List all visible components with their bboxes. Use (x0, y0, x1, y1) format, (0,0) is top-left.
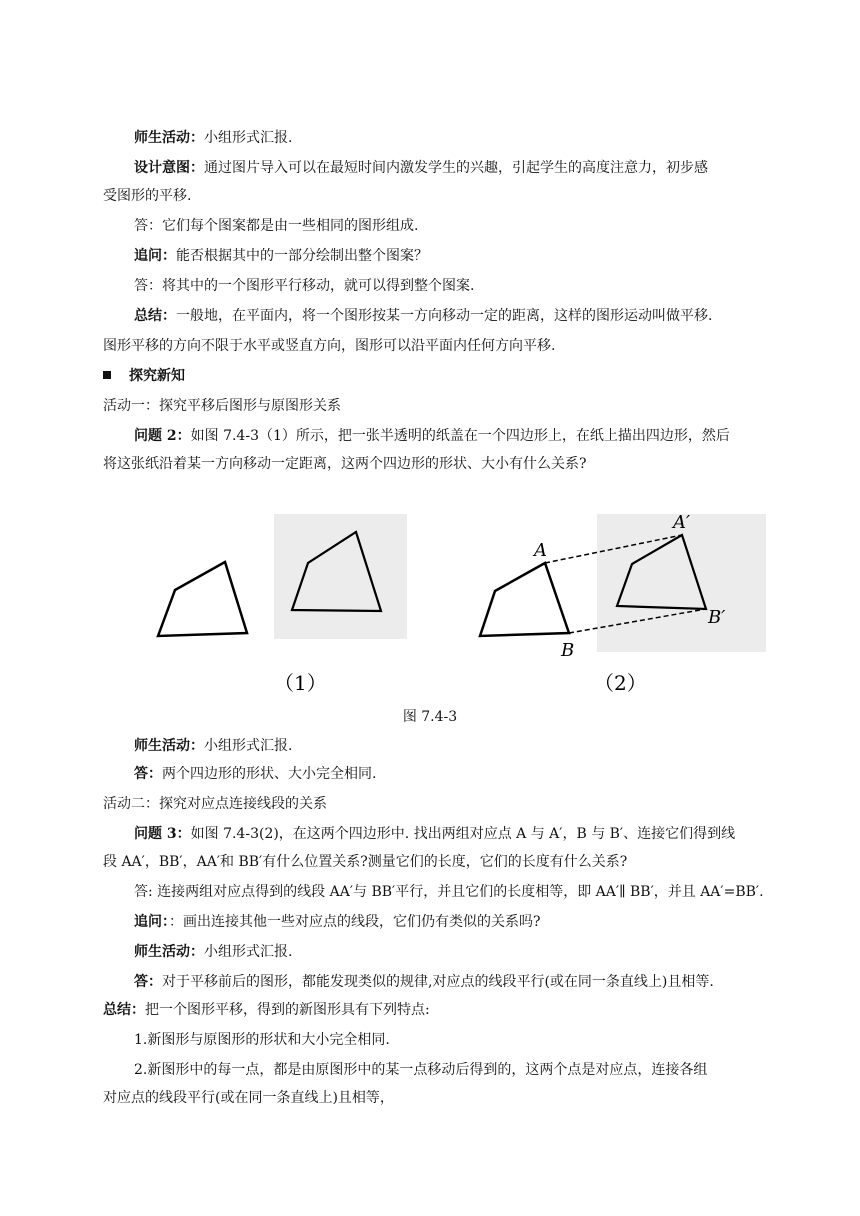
answer-3: 答：两个四边形的形状、大小完全相同. (134, 766, 377, 782)
point-B-label: B (561, 640, 575, 661)
point-A-prime-label: A′ (673, 512, 691, 533)
question-2-cont: 将这张纸沿着某一方向移动一定距离，这两个四边形的形状、大小有什么关系? (103, 456, 587, 472)
point-B-prime-label: B′ (708, 607, 726, 628)
activity-2-title: 活动二：探究对应点连接线段的关系 (103, 796, 327, 812)
quadrilateral-original-2 (480, 563, 569, 636)
figure-7-4-3 (116, 488, 766, 700)
property-2-cont: 对应点的线段平行(或在同一条直线上)且相等， (103, 1090, 394, 1106)
answer-2: 答：将其中的一个图形平行移动，就可以得到整个图案. (134, 278, 475, 294)
point-A-label: A (534, 540, 547, 561)
translucent-paper-1 (274, 514, 407, 639)
teacher-student-activity-1: 师生活动：小组形式汇报. (134, 130, 293, 146)
question-2: 问题 2：如图 7.4-3（1）所示，把一张半透明的纸盖在一个四边形上，在纸上描出四边形，然后 (134, 428, 730, 444)
property-1: 1.新图形与原图形的形状和大小完全相同. (134, 1032, 390, 1048)
square-bullet-icon (103, 371, 111, 379)
figure-1-original-quadrilateral (158, 562, 247, 636)
follow-up-2: 追问：：画出连接其他一些对应点的线段，它们仍有类似的关系吗? (134, 914, 541, 930)
teacher-student-activity-3: 师生活动：小组形式汇报. (134, 944, 293, 960)
question-3: 问题 3：如图 7.4-3(2)，在这两个四边形中. 找出两组对应点 A 与 A′，B 与 B′、连接它们得到线 (134, 826, 736, 842)
design-intent-cont: 受图形的平移. (103, 188, 192, 204)
activity-1-title: 活动一：探究平移后图形与原图形关系 (103, 398, 341, 414)
subfigure-1-label: （1） (274, 671, 327, 695)
summary-1-cont: 图形平移的方向不限于水平或竖直方向，图形可以沿平面内任何方向平移. (103, 338, 556, 354)
summary-1: 总结：一般地，在平面内，将一个图形按某一方向移动一定的距离，这样的图形运动叫做平移. (134, 308, 713, 324)
follow-up-1: 追问：能否根据其中的一部分绘制出整个图案？ (134, 248, 428, 264)
teacher-student-activity-2: 师生活动：小组形式汇报. (134, 738, 293, 754)
summary-2: 总结：把一个图形平移，得到的新图形具有下列特点: (103, 1002, 430, 1018)
section-heading: 探究新知 (103, 366, 763, 386)
answer-1: 答：它们每个图案都是由一些相同的图形组成. (134, 218, 419, 234)
original-quadrilateral (158, 562, 247, 636)
answer-4: 答: 连接两组对应点得到的线段 AA′与 BB′平行，并且它们的长度相等，即 AA′∥ BB′，并且 AA′=BB′. (134, 884, 764, 900)
property-2: 2.新图形中的每一点，都是由原图形中的某一点移动后得到的，这两个点是对应点，连接各组 (134, 1062, 708, 1078)
figure-caption: 图 7.4-3 (402, 709, 458, 725)
design-intent: 设计意图：通过图片导入可以在最短时间内激发学生的兴趣，引起学生的高度注意力，初步感 (134, 160, 708, 176)
question-3-cont: 段 AA′，BB′，AA′和 BB′有什么位置关系?测量它们的长度，它们的长度有什么关系? (103, 854, 628, 870)
subfigure-2-label: （2） (594, 671, 647, 695)
answer-5: 答：对于平移前后的图形，都能发现类似的规律,对应点的线段平行(或在同一条直线上)且相等. (134, 974, 714, 990)
